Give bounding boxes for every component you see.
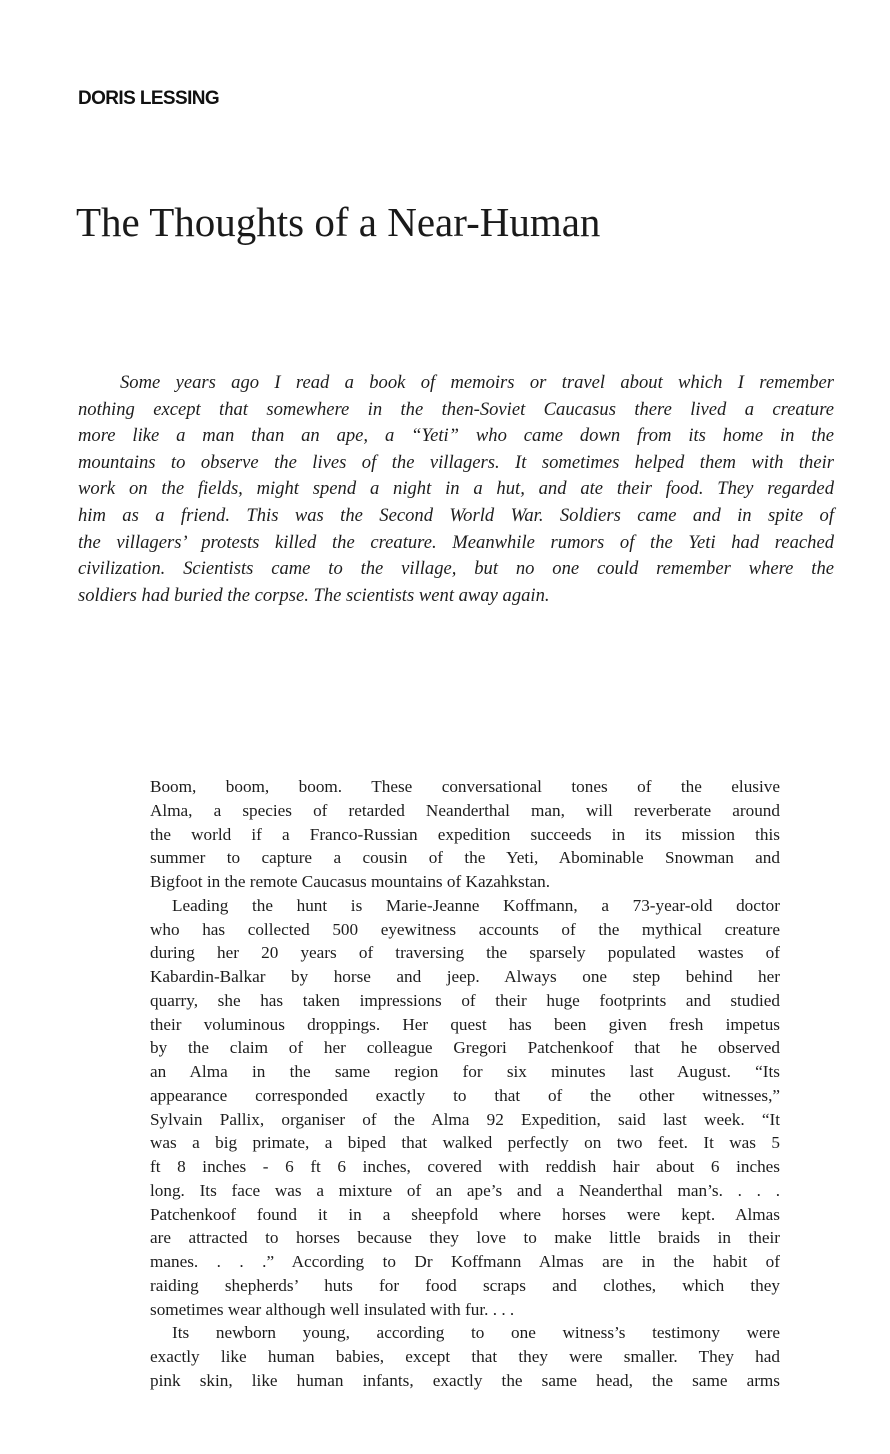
essay-title: The Thoughts of a Near-Human [76,199,601,245]
author-name: DORIS LESSING [78,88,220,109]
text-line: sometimes wear although well insulated with fur. . . . [150,1299,515,1319]
text-line: appearance corresponded exactly to that of the other witnesses,” [150,1085,780,1105]
text-line: their voluminous droppings. Her quest has been given fresh impetus [150,1014,780,1034]
text-line: are attracted to horses because they love to make little braids in their [150,1228,780,1248]
text-line: quarry, she has taken impressions of their huge footprints and studied [150,990,780,1010]
text-line: during her 20 years of traversing the sparsely populated wastes of [150,943,780,963]
text-line: an Alma in the same region for six minutes last August. “Its [150,1062,780,1081]
text-line: Patchenkoof found it in a sheepfold where horses were kept. Almas [150,1204,780,1224]
text-line: Its newborn young, according to one witness’s testimony were [172,1323,780,1343]
text-line: Some years ago I read a book of memoirs or travel about which I remember [120,372,834,393]
text-line: Leading the hunt is Marie-Jeanne Koffmann, a 73-year-old doctor [172,895,780,915]
text-line: ft 8 inches - 6 ft 6 inches, covered with reddish hair about 6 inches [150,1157,780,1176]
text-line: raiding shepherds’ huts for food scraps and clothes, which they [150,1275,780,1295]
text-line: him as a friend. This was the Second World War. Soldiers came and in spite of [78,504,834,526]
text-line: pink skin, like human infants, exactly the same head, the same arms [150,1370,780,1390]
text-line: mountains to observe the lives of the villagers. It sometimes helped them with their [78,451,834,473]
text-line: Kabardin-Balkar by horse and jeep. Always one step behind her [150,967,780,986]
text-line: the world if a Franco-Russian expedition succeeds in its mission this [150,824,780,844]
text-line: manes. . . .” According to Dr Koffmann Almas are in the habit of [150,1252,780,1271]
text-line: nothing except that somewhere in the then-Soviet Caucasus there lived a creature [78,398,834,420]
text-line: civilization. Scientists came to the village, but no one could remember where the [78,558,834,580]
body-text [150,775,780,1393]
text-line: the villagers’ protests killed the creature. Meanwhile rumors of the Yeti had reached [78,531,834,553]
text-line: Boom, boom, boom. These conversational tones of the elusive [150,777,780,796]
text-line: by the claim of her colleague Gregori Patchenkoof that he observed [150,1038,780,1058]
text-line: Sylvain Pallix, organiser of the Alma 92 Expedition, said last week. “It [150,1109,780,1129]
text-line: was a big primate, a biped that walked perfectly on two feet. It was 5 [150,1133,780,1153]
text-line: summer to capture a cousin of the Yeti, Abominable Snowman and [150,848,780,868]
text-line: long. Its face was a mixture of an ape’s and a Neanderthal man’s. . . . [150,1180,780,1200]
text-line: exactly like human babies, except that they were smaller. They had [150,1347,780,1366]
text-line: soldiers had buried the corpse. The scientists went away again. [78,584,550,606]
text-line: Alma, a species of retarded Neanderthal man, will reverberate around [150,800,780,820]
italic-introduction [78,370,834,609]
text-line: more like a man than an ape, a “Yeti” who came down from its home in the [78,425,834,447]
text-line: who has collected 500 eyewitness accounts of the mythical creature [150,919,780,939]
text-line: Bigfoot in the remote Caucasus mountains of Kazahkstan. [150,872,550,891]
text-line: work on the fields, might spend a night in a hut, and ate their food. They regarded [78,478,834,500]
